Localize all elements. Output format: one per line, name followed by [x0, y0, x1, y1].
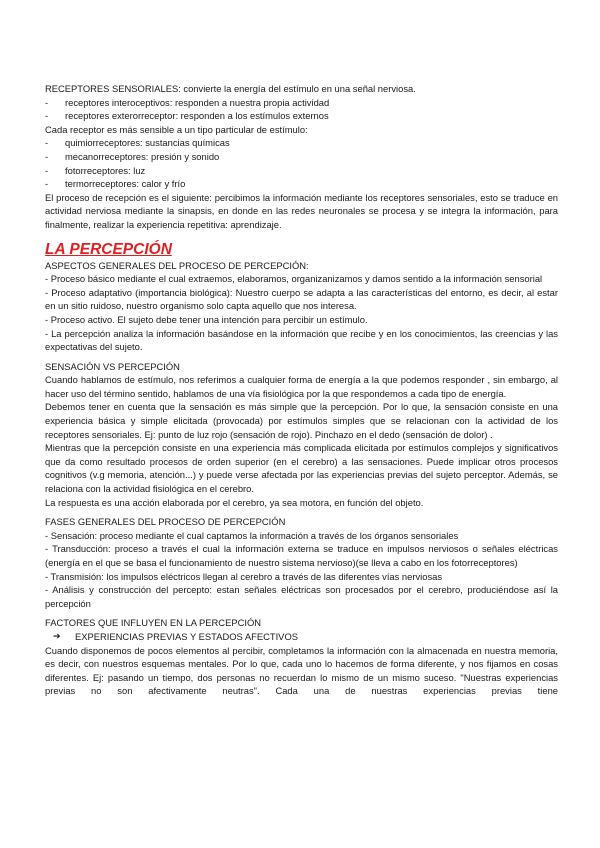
list-item: - Transducción: proceso a través el cual la información externa se traduce en impulsos nerviosos o señales eléctricas (energía en el que se basa el funcionamiento de nuestro sistema nervioso)(se lleva a cabo en los fotorreceptores) — [45, 543, 558, 568]
list-item: - Análisis y construcción del percepto: estan señales eléctricas son procesados por el cerebro, produciéndose así la percepción — [45, 584, 558, 609]
bullet-dash: - — [45, 150, 49, 162]
bullet-dash: - — [45, 110, 49, 122]
sensacion-heading: SENSACIÓN VS PERCEPCIÓN — [45, 360, 180, 372]
bullet-dash: - — [45, 137, 49, 149]
list-item: - termorreceptores: calor y frío — [45, 178, 186, 190]
fases-heading: FASES GENERALES DEL PROCESO DE PERCEPCIÓN — [45, 516, 286, 528]
paragraph: Cuando hablamos de estímulo, nos referimos a cualquier forma de energía a la que podemos responder , sin embargo, al hacer uso del término sentido, hablamos de una vía fisiológica por la que respondemos a cada tipo de energía. — [45, 374, 558, 399]
arrow-list-item: ➔ EXPERIENCIAS PREVIAS Y ESTADOS AFECTIVOS — [53, 630, 298, 642]
list-item: - Proceso básico mediante el cual extraemos, elaboramos, organizanizamos y damos sentido a la información sensorial — [45, 273, 543, 285]
receptores-intro: RECEPTORES SENSORIALES: convierte la energía del estímulo en una señal nerviosa. — [45, 83, 416, 94]
sensible-intro: Cada receptor es más sensible a un tipo particular de estímulo: — [45, 123, 308, 135]
list-item: - Proceso adaptativo (importancia biológica): Nuestro cuerpo se adapta a las características del entorno, es decir, al estar en un sitio ruidoso, nuestro organismo solo capta aquello que nos interesa. — [45, 286, 558, 312]
paragraph: Mientras que la percepción consiste en una experiencia más complicada elicitada por estímulos complejos y significativos que da como resultado procesos de orden superior (en el cerebro) a las sensaciones. Puede implicar otros procesos cognitivos (v.g memoria, atención...) y puede verse afectada por las experiencias previas del sujeto perceptor. Además, se relaciona con la actividad fisiológica en el cerebro. — [45, 442, 558, 495]
bullet-dash: - — [45, 164, 49, 176]
list-item: - mecanorreceptores: presión y sonido — [45, 150, 220, 162]
list-item: - receptores exterorreceptor: responden a los estímulos externos — [45, 110, 329, 122]
aspectos-heading: ASPECTOS GENERALES DEL PROCESO DE PERCEPCIÓN: — [45, 259, 309, 271]
right-arrow-icon: ➔ — [53, 630, 61, 641]
section-title-percepcion: LA PERCEPCIÓN — [45, 240, 172, 258]
list-item: - Transmisión: los impulsos eléctricos llegan al cerebro a través de las diferentes vías nerviosas — [45, 570, 443, 582]
list-item: - receptores interoceptivos: responden a nuestra propia actividad — [45, 96, 330, 108]
bullet-dash: - — [45, 96, 49, 108]
factores-heading: FACTORES QUE INFLUYEN EN LA PERCEPCIÓN — [45, 617, 262, 629]
bullet-dash: - — [45, 178, 49, 190]
list-item: - Sensación: proceso mediante el cual captamos la información a través de los órganos sensoriales — [45, 529, 459, 541]
list-item: - La percepción analiza la información basándose en la información que recibe y en los conocimientos, las creencias y las expectativas del sujeto. — [45, 327, 558, 353]
list-item: - quimiorreceptores: sustancias químicas — [45, 137, 230, 149]
list-item: - Proceso activo. El sujeto debe tener una intención para percibir un estímulo. — [45, 313, 368, 325]
paragraph: La respuesta es una acción elaborada por el cerebro, ya sea motora, en función del objeto. — [45, 496, 424, 508]
list-item: - fotorreceptores: luz — [45, 164, 146, 176]
proceso-paragraph: El proceso de recepción es el siguiente: percibimos la información mediante los receptores sensoriales, esto se traduce en actividad nerviosa mediante la sinapsis, en donde en las redes neuronales se procesa y se integra la información, para finalmente, realizar la experiencia repetitiva: aprendizaje. — [45, 191, 558, 230]
paragraph: Cuando disponemos de pocos elementos al percibir, completamos la información con la almacenada en nuestra memoria, es decir, con nuestros esquemas mentales. Por lo que, cada uno lo hacemos de forma diferente, y nos fijamos en cosas diferentes. Ej: pasando un tiempo, dos personas no recuerdan lo mismo de un mismo suceso. "Nuestras experiencias previas no son afectivamente neutras". Cada una de nuestras experiencias previas tiene — [45, 644, 558, 697]
document-content — [45, 82, 558, 698]
paragraph: Debemos tener en cuenta que la sensación es más simple que la percepción. Por lo que, la sensación consiste en una experiencia básica y simple elicitada (provocada) por estímulos simples que se relacionan con la actividad de los receptores sensoriales. Ej: punto de luz rojo (sensación de rojo). Pinchazo en el dedo (sensación de dolor) . — [45, 401, 558, 440]
